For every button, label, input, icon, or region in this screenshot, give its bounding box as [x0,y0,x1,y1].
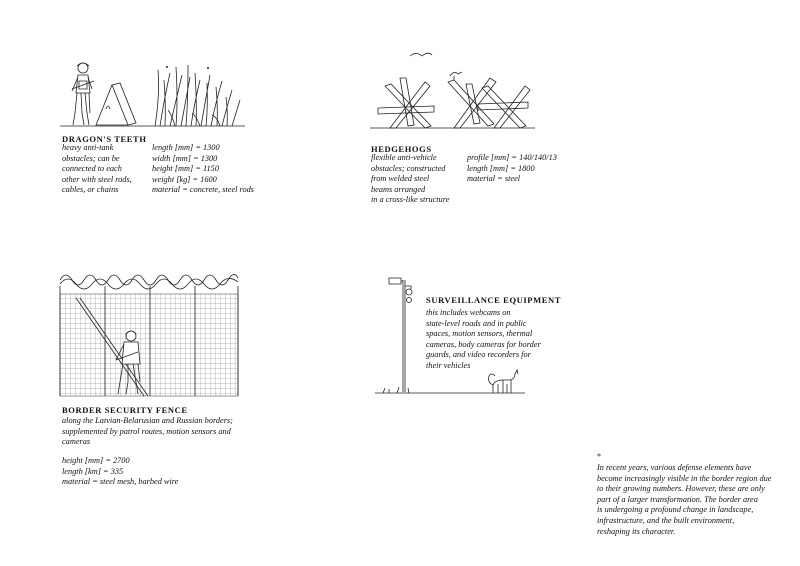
hedgehogs-title: HEDGEHOGS [371,144,432,154]
fence-description: along the Latvian-Belarusian and Russian borders; supplemented by patrol routes, motion sensors and cameras [62,416,233,447]
hedgehogs-description: flexible anti-vehicle obstacles; constructed from welded steel beams arranged in a cross-like structure [371,153,450,205]
note-marker: * [597,452,602,461]
dragons-teeth-specs: length [mm] = 1300 width [mm] = 1300 height [mm] = 1150 weight [kg] = 1600 material = concrete, steel rods [152,143,254,195]
surveillance-description: this includes webcams on state-level roads and in public spaces, motion sensors, thermal cameras, body cameras for border guards, and video recorders for their vehicles [426,308,541,370]
border-fence-illustration [60,268,240,398]
hedgehogs-illustration [370,48,540,130]
note-text: In recent years, various defense elements have become increasingly visible in the border region due to their growing numbers. However, these are only part of a larger transformation. The border area is undergoing a profound change in landscape, infrastructure, and the built environment, reshaping its character. [597,463,772,536]
fence-specs: height [mm] = 2700 length [km] = 335 material = steel mesh, barbed wire [62,456,179,487]
dragons-teeth-description: heavy anti-tank obstacles; can be connected to each other with steel rods, cables, or chains [62,143,132,195]
dragons-teeth-illustration [60,55,250,130]
surveillance-title: SURVEILLANCE EQUIPMENT [426,295,561,305]
fence-title: BORDER SECURITY FENCE [62,405,188,415]
dragons-teeth-title: DRAGON'S TEETH [62,134,147,144]
hedgehogs-specs: profile [mm] = 140/140/13 length [mm] = 1800 material = steel [467,153,557,184]
